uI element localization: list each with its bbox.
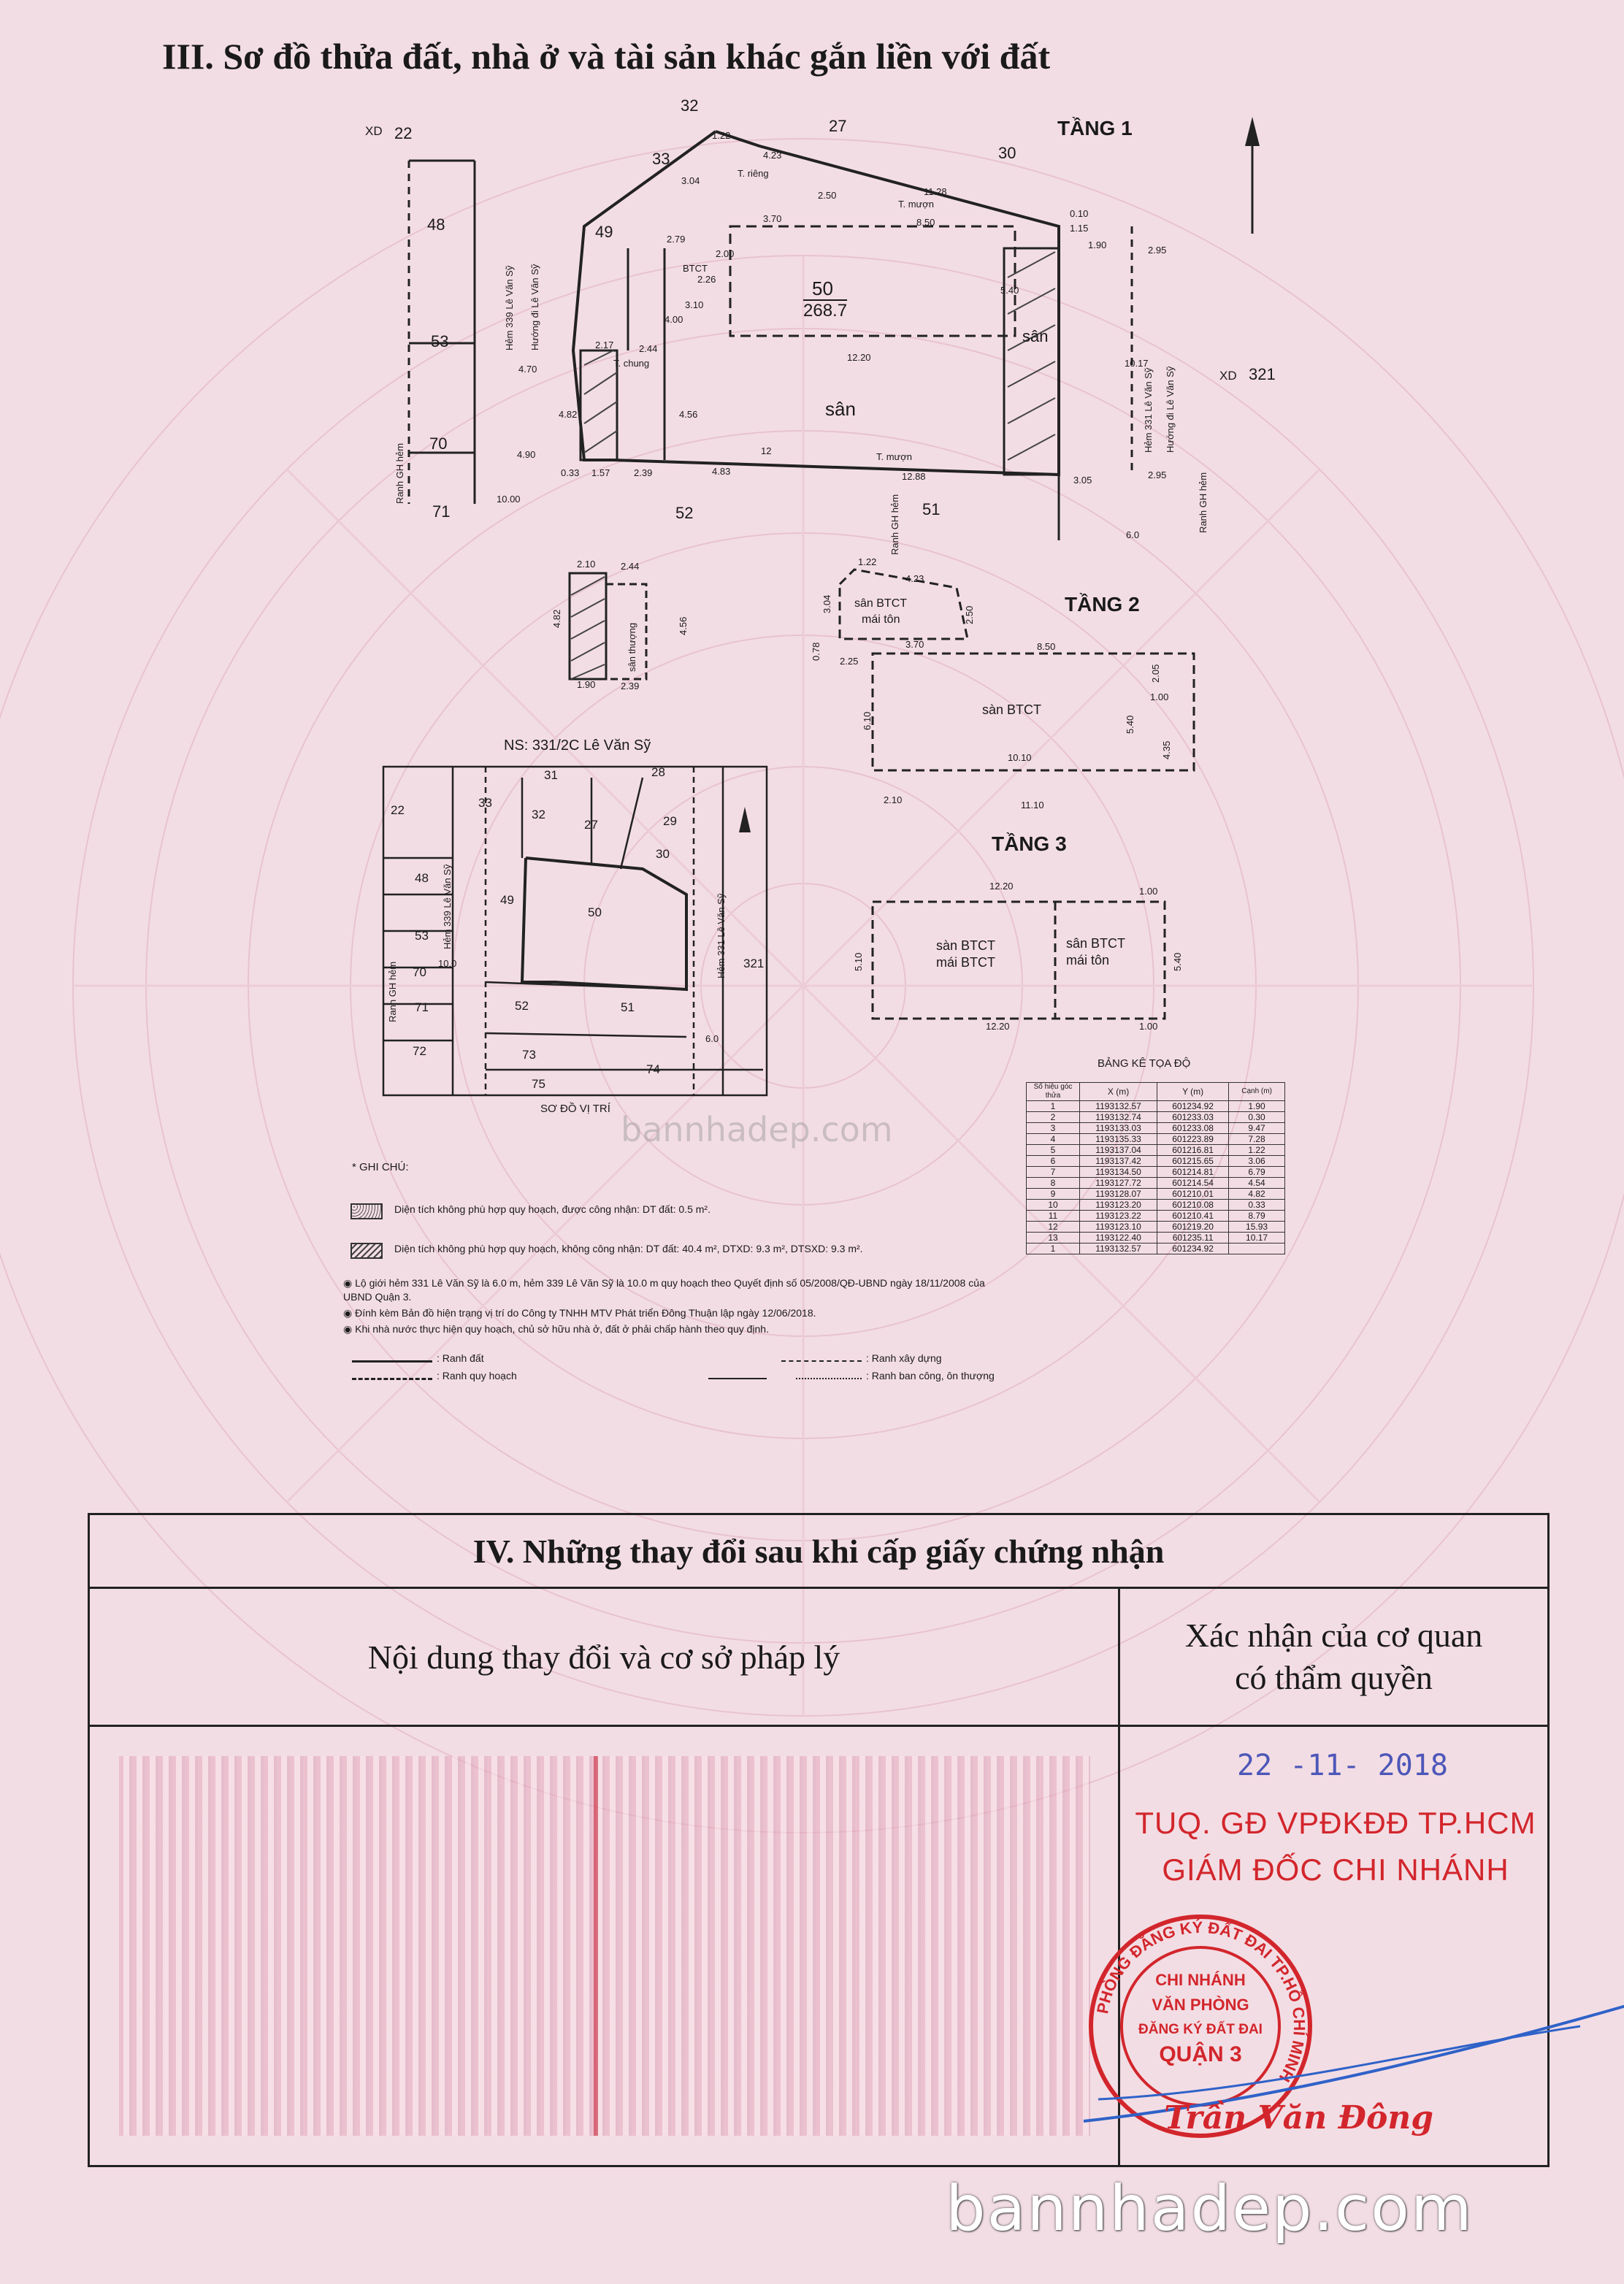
neighbor-33: 33 xyxy=(652,150,670,168)
dim: 2.39 xyxy=(634,467,653,478)
coord-table-row xyxy=(1027,1134,1285,1145)
dim: 2.26 xyxy=(697,274,716,285)
btct-label: BTCT xyxy=(683,263,708,274)
yard-label-main: sân xyxy=(825,398,856,420)
changes-body-row xyxy=(90,1727,1547,2165)
coord-cell: 1193128.07 xyxy=(1080,1189,1157,1200)
dim: 6.0 xyxy=(705,1033,719,1044)
line-sample-planning xyxy=(352,1378,432,1380)
dim: 1.15 xyxy=(1070,223,1089,234)
note-bullet: ◉ xyxy=(343,1323,356,1335)
dim: 10.10 xyxy=(1008,752,1032,763)
coord-cell: 9.47 xyxy=(1229,1123,1285,1134)
dim: 3.04 xyxy=(821,594,832,613)
dim: 12.20 xyxy=(847,352,871,363)
coord-table-row xyxy=(1027,1211,1285,1222)
coord-cell: 1193122.40 xyxy=(1080,1233,1157,1243)
neighbor-49: 49 xyxy=(595,223,613,241)
coord-table-row xyxy=(1027,1101,1285,1112)
yard-label-right: sân xyxy=(1022,327,1049,345)
seal-line2: VĂN PHÒNG xyxy=(1152,1996,1249,2014)
xd-label-left: XD xyxy=(365,124,383,138)
coord-table-row xyxy=(1027,1167,1285,1178)
dim: 6.0 xyxy=(1126,529,1140,540)
dim: 4.83 xyxy=(712,466,731,477)
coord-table-row xyxy=(1027,1243,1285,1254)
dim: 2.10 xyxy=(884,794,903,805)
authority-header-line2: có thẩm quyền xyxy=(1235,1659,1433,1696)
loc-parcel-50: 50 xyxy=(588,905,602,919)
coord-cell: 601210.41 xyxy=(1157,1211,1229,1222)
changes-content-cell-redacted xyxy=(90,1727,1120,2165)
neighbor-51: 51 xyxy=(922,500,941,518)
coord-cell: 1.90 xyxy=(1229,1101,1285,1112)
xd-label-right: XD xyxy=(1219,369,1237,383)
dim: 2.05 xyxy=(1150,664,1161,683)
coord-table-header xyxy=(1027,1083,1285,1101)
note-item-2 xyxy=(343,1307,816,1319)
floor2-main-label: sàn BTCT xyxy=(982,702,1042,717)
coord-cell: 1193132.57 xyxy=(1080,1101,1157,1112)
dim: 4.90 xyxy=(517,449,536,460)
coord-col-header: X (m) xyxy=(1080,1083,1157,1101)
wall-shared-label: T. chung xyxy=(613,358,650,369)
dim: 5.40 xyxy=(1125,715,1135,734)
floor2-title: TẦNG 2 xyxy=(1065,593,1140,616)
dim: 10.17 xyxy=(1125,358,1149,369)
loc-parcel-74: 74 xyxy=(646,1062,660,1076)
coord-cell: 10 xyxy=(1027,1200,1080,1211)
line-sample-construction xyxy=(781,1360,862,1362)
floor1-title: TẦNG 1 xyxy=(1057,117,1133,139)
authority-line1: TUQ. GĐ VPĐKĐĐ TP.HCM xyxy=(1135,1806,1536,1840)
loc-parcel-73: 73 xyxy=(522,1048,536,1062)
coord-cell: 9 xyxy=(1027,1189,1080,1200)
loc-parcel-51: 51 xyxy=(621,1000,635,1014)
coord-cell: 7.28 xyxy=(1229,1134,1285,1145)
floor1-plan xyxy=(321,102,1300,555)
dim: 3.05 xyxy=(1073,475,1092,486)
floor3-title: TẦNG 3 xyxy=(992,832,1067,855)
line-label-balcony: : Ranh ban công, ôn thượng xyxy=(866,1370,995,1381)
location-caption: SƠ ĐỒ VỊ TRÍ xyxy=(540,1103,610,1115)
dim: 12.20 xyxy=(986,1021,1010,1032)
note-text: Lộ giới hẻm 331 Lê Văn Sỹ là 6.0 m, hẻm 339 Lê Văn Sỹ là 10.0 m quy hoạch theo Quyết định số 05/2008/QĐ-UBND ngày 18/11/2008 của UBND Quận 3. xyxy=(343,1277,985,1303)
watermark-center: bannhadep.com xyxy=(621,1110,893,1149)
line-sample-balcony-b xyxy=(796,1378,862,1379)
coord-table-row xyxy=(1027,1145,1285,1156)
coord-table-title: BẢNG KÊ TỌA ĐỘ xyxy=(1098,1057,1191,1070)
boundary-label-1: Ranh GH hẻm xyxy=(889,494,900,555)
dim: 11.10 xyxy=(1021,800,1044,810)
coord-cell: 1193137.04 xyxy=(1080,1145,1157,1156)
dim: 2.44 xyxy=(621,561,640,572)
coord-cell: 10.17 xyxy=(1229,1233,1285,1243)
coord-table-row xyxy=(1027,1156,1285,1167)
dim: 0.10 xyxy=(1070,208,1089,219)
line-sample-balcony-a xyxy=(708,1378,767,1379)
seal-line3: ĐĂNG KÝ ĐẤT ĐAI xyxy=(1138,2022,1263,2037)
neighbor-32: 32 xyxy=(681,96,699,115)
dim: 12 xyxy=(761,445,772,456)
coord-cell: 8 xyxy=(1027,1178,1080,1189)
legend-dotted-text: Diện tích không phù hợp quy hoạch, được công nhận: DT đất: 0.5 m². xyxy=(394,1203,710,1215)
note-item-3 xyxy=(343,1323,769,1335)
seal-line4: QUẬN 3 xyxy=(1159,2042,1242,2066)
coord-cell: 6.79 xyxy=(1229,1167,1285,1178)
note-bullet: ◉ xyxy=(343,1307,356,1319)
mezzanine-label: sân thượng xyxy=(627,622,637,672)
dim: 0.33 xyxy=(561,467,580,478)
dim: 2.44 xyxy=(639,343,658,354)
dim: 6.10 xyxy=(862,711,873,730)
boundary-label-3: Ranh GH hẻm xyxy=(1198,472,1209,533)
coord-col-header: Y (m) xyxy=(1157,1083,1229,1101)
dim: 4.56 xyxy=(678,616,689,635)
coord-cell: 601234.92 xyxy=(1157,1243,1229,1254)
location-title: NS: 331/2C Lê Văn Sỹ xyxy=(504,737,651,754)
dim: 2.25 xyxy=(840,656,859,667)
dim: 11.28 xyxy=(924,186,947,197)
authority-cell xyxy=(1093,1727,1547,2165)
coord-cell: 3 xyxy=(1027,1123,1080,1134)
location-lane-339: Hẻm 339 Lê Văn Sỹ xyxy=(442,864,453,949)
floor3-plan xyxy=(862,876,1183,1037)
dim: 3.70 xyxy=(905,639,924,650)
loc-parcel-321: 321 xyxy=(743,957,765,970)
legend-hatched-swatch xyxy=(351,1243,383,1259)
coord-cell: 1193137.42 xyxy=(1080,1156,1157,1167)
lane-339-direction: Hướng đi Lê Văn Sỹ xyxy=(529,264,540,350)
coord-cell: 1193123.10 xyxy=(1080,1222,1157,1233)
dim: 4.70 xyxy=(518,364,537,375)
coord-cell: 1193127.72 xyxy=(1080,1178,1157,1189)
coord-cell: 1193133.03 xyxy=(1080,1123,1157,1134)
loc-parcel-53: 53 xyxy=(415,929,429,943)
neighbor-53: 53 xyxy=(431,332,449,350)
coord-cell: 0.33 xyxy=(1229,1200,1285,1211)
loc-parcel-31: 31 xyxy=(544,768,558,782)
dim: 0.78 xyxy=(811,642,821,661)
dim: 3.04 xyxy=(681,175,700,186)
floor2-top-label: sân BTCT xyxy=(854,597,908,610)
floor3-right-label: sân BTCT xyxy=(1066,936,1126,951)
line-label-land: : Ranh đất xyxy=(437,1352,484,1364)
dim: 4.35 xyxy=(1161,740,1172,759)
dim: 2.50 xyxy=(964,605,975,624)
dim: 8.50 xyxy=(916,217,935,228)
wall-private-label: T. riêng xyxy=(738,168,769,179)
neighbor-27: 27 xyxy=(829,117,847,135)
dim: 3.70 xyxy=(763,213,782,224)
dim: 4.23 xyxy=(905,573,924,584)
dim: 3.10 xyxy=(685,299,704,310)
coord-cell: 12 xyxy=(1027,1222,1080,1233)
dim: 2.00 xyxy=(716,248,735,259)
loc-parcel-71: 71 xyxy=(415,1000,429,1014)
note-text: Đính kèm Bản đồ hiện trạng vị trí do Công ty TNHH MTV Phát triển Đông Thuận lập ngày 12/06/2018. xyxy=(355,1307,816,1319)
dim: 1.22 xyxy=(712,130,731,141)
dim: 2.39 xyxy=(621,681,640,691)
changes-title: IV. Những thay đổi sau khi cấp giấy chứng nhận xyxy=(90,1515,1547,1589)
neighbor-321: 321 xyxy=(1249,365,1276,383)
coord-cell: 601214.81 xyxy=(1157,1167,1229,1178)
neighbor-30: 30 xyxy=(998,144,1016,162)
authority-line2: GIÁM ĐỐC CHI NHÁNH xyxy=(1162,1852,1509,1887)
dim: 1.22 xyxy=(858,556,877,567)
coord-cell: 1.22 xyxy=(1229,1145,1285,1156)
coord-cell: 4.82 xyxy=(1229,1189,1285,1200)
loc-parcel-30: 30 xyxy=(656,847,670,861)
boundary-label-2: Ranh GH hẻm xyxy=(394,442,405,504)
changes-col-authority-header xyxy=(1120,1589,1547,1725)
loc-parcel-75: 75 xyxy=(532,1077,545,1091)
neighbor-48: 48 xyxy=(427,215,445,234)
coord-cell: 0.30 xyxy=(1229,1112,1285,1123)
coord-col-header: Số hiệu góc thửa xyxy=(1027,1083,1080,1101)
coord-table-row xyxy=(1027,1222,1285,1233)
dim: 2.95 xyxy=(1148,470,1167,480)
coord-cell: 601216.81 xyxy=(1157,1145,1229,1156)
dim: 4.82 xyxy=(551,609,562,628)
seal-line1: CHI NHÁNH xyxy=(1155,1971,1246,1989)
coord-cell: 1 xyxy=(1027,1101,1080,1112)
authority-header-line1: Xác nhận của cơ quan xyxy=(1184,1617,1483,1654)
loc-parcel-27: 27 xyxy=(584,818,598,832)
coord-cell: 8.79 xyxy=(1229,1211,1285,1222)
coord-cell: 1193123.20 xyxy=(1080,1200,1157,1211)
coord-cell: 601233.08 xyxy=(1157,1123,1229,1134)
wall-borrowed-label-bottom: T. mượn xyxy=(876,451,913,462)
coord-cell: 601234.92 xyxy=(1157,1101,1229,1112)
wall-borrowed-label: T. mượn xyxy=(898,199,935,210)
coord-cell: 601233.03 xyxy=(1157,1112,1229,1123)
line-label-construction: : Ranh xây dựng xyxy=(866,1352,942,1364)
dim: 5.40 xyxy=(1172,952,1183,971)
dim: 5.10 xyxy=(853,952,864,971)
note-item-1 xyxy=(343,1276,1000,1304)
dim: 1.57 xyxy=(591,467,610,478)
coord-cell: 601214.54 xyxy=(1157,1178,1229,1189)
dim: 2.79 xyxy=(667,234,686,245)
dim: 5.40 xyxy=(1000,285,1019,296)
coord-cell: 1193132.74 xyxy=(1080,1112,1157,1123)
coord-cell: 5 xyxy=(1027,1145,1080,1156)
coord-cell: 601215.65 xyxy=(1157,1156,1229,1167)
loc-parcel-29: 29 xyxy=(663,814,677,828)
note-bullet: ◉ xyxy=(343,1277,356,1289)
coord-table-row xyxy=(1027,1123,1285,1134)
coord-table-row xyxy=(1027,1189,1285,1200)
loc-parcel-33: 33 xyxy=(478,796,492,810)
watermark-bottom: bannhadep.com xyxy=(946,2172,1474,2245)
mezzanine-plan xyxy=(562,566,686,690)
dim: 12.88 xyxy=(902,471,926,482)
dim: 4.00 xyxy=(664,314,683,325)
coord-cell: 601223.89 xyxy=(1157,1134,1229,1145)
coord-col-header: Cạnh (m) xyxy=(1229,1083,1285,1101)
floor2-top-label-2: mái tôn xyxy=(862,613,900,626)
coord-cell: 1193132.57 xyxy=(1080,1243,1157,1254)
confirmation-date: 22 -11- 2018 xyxy=(1237,1749,1448,1782)
redaction-streak xyxy=(594,1756,598,2136)
floor3-left-label-2: mái BTCT xyxy=(936,955,995,970)
lane-331-label: Hẻm 331 Lê Văn Sỹ xyxy=(1143,367,1154,453)
coord-cell: 15.93 xyxy=(1229,1222,1285,1233)
lane-331-direction: Hướng đi Lê Văn Sỹ xyxy=(1165,366,1176,453)
coord-cell: 4 xyxy=(1027,1134,1080,1145)
redaction-blur xyxy=(119,1756,1090,2136)
notes-heading: * GHI CHÚ: xyxy=(352,1161,409,1173)
dim: 12.20 xyxy=(989,881,1014,892)
note-text: Khi nhà nước thực hiện quy hoạch, chủ sở hữu nhà ở, đất ở phải chấp hành theo quy định. xyxy=(355,1323,769,1335)
floor3-left-label: sàn BTCT xyxy=(936,938,996,953)
dim: 1.00 xyxy=(1139,886,1158,897)
dim: 1.90 xyxy=(1088,239,1107,250)
changes-header-row xyxy=(90,1589,1547,1727)
dim: 2.17 xyxy=(595,340,614,350)
legend-hatched-text: Diện tích không phù hợp quy hoạch, không công nhận: DT đất: 40.4 m², DTXD: 9.3 m², DTSXD: 9.3 m². xyxy=(394,1243,863,1254)
loc-parcel-28: 28 xyxy=(651,765,665,779)
loc-parcel-48: 48 xyxy=(415,871,429,885)
coord-cell: 1193135.33 xyxy=(1080,1134,1157,1145)
parcel-area: 268.7 xyxy=(803,301,848,321)
neighbor-71: 71 xyxy=(432,502,451,521)
neighbor-52: 52 xyxy=(675,504,694,522)
coord-table-row xyxy=(1027,1178,1285,1189)
dim: 10.0 xyxy=(438,958,457,969)
loc-parcel-70: 70 xyxy=(413,965,426,979)
changes-table xyxy=(88,1513,1550,2167)
location-lane-331: Hẻm 331 Lê Văn Sỹ xyxy=(716,893,727,978)
loc-parcel-52: 52 xyxy=(515,999,529,1013)
loc-parcel-32: 32 xyxy=(532,808,545,821)
line-label-planning: : Ranh quy hoạch xyxy=(437,1370,517,1381)
neighbor-22: 22 xyxy=(394,124,413,142)
coord-cell: 1193123.22 xyxy=(1080,1211,1157,1222)
coord-table-row xyxy=(1027,1200,1285,1211)
parcel-number: 50 xyxy=(812,277,833,299)
coord-table-row xyxy=(1027,1233,1285,1243)
coord-table-row xyxy=(1027,1112,1285,1123)
loc-parcel-49: 49 xyxy=(500,893,514,907)
lane-339-label: Hẻm 339 Lê Văn Sỹ xyxy=(504,265,515,350)
dim: 1.00 xyxy=(1139,1021,1158,1032)
dim: 8.50 xyxy=(1037,641,1056,652)
location-boundary: Ranh GH hẻm xyxy=(387,961,398,1022)
dim: 2.95 xyxy=(1148,245,1167,256)
coord-cell: 601219.20 xyxy=(1157,1222,1229,1233)
neighbor-70: 70 xyxy=(429,434,448,453)
loc-parcel-22: 22 xyxy=(391,803,405,817)
dim: 1.90 xyxy=(577,679,596,690)
floor3-right-label-2: mái tôn xyxy=(1066,953,1110,967)
dim: 1.00 xyxy=(1150,691,1169,702)
line-sample-land xyxy=(352,1360,432,1363)
coord-cell: 1 xyxy=(1027,1243,1080,1254)
coord-cell: 601210.01 xyxy=(1157,1189,1229,1200)
coord-cell: 601235.11 xyxy=(1157,1233,1229,1243)
dim: 4.82 xyxy=(559,409,578,420)
legend-dotted-swatch xyxy=(351,1203,383,1219)
dim: 2.50 xyxy=(818,190,837,201)
coord-cell: 2 xyxy=(1027,1112,1080,1123)
coord-cell: 3.06 xyxy=(1229,1156,1285,1167)
dim: 4.56 xyxy=(679,409,698,420)
coord-cell: 6 xyxy=(1027,1156,1080,1167)
section-3-title: III. Sơ đồ thửa đất, nhà ở và tài sản khác gắn liền với đất xyxy=(162,36,1051,77)
coord-cell: 1193134.50 xyxy=(1080,1167,1157,1178)
coord-cell: 11 xyxy=(1027,1211,1080,1222)
dim: 10.00 xyxy=(497,494,521,505)
location-map xyxy=(380,763,774,1099)
changes-col-content-header: Nội dung thay đổi và cơ sở pháp lý xyxy=(90,1589,1120,1725)
dim: 4.23 xyxy=(763,150,782,161)
coord-cell: 13 xyxy=(1027,1233,1080,1243)
seal-ring-text: PHÒNG ĐĂNG KÝ ĐẤT ĐAI TP.HỒ CHÍ MINH xyxy=(1093,1917,1309,2085)
dim: 2.10 xyxy=(577,559,596,570)
coord-cell: 7 xyxy=(1027,1167,1080,1178)
coord-table xyxy=(1026,1082,1285,1254)
coord-cell: 601210.08 xyxy=(1157,1200,1229,1211)
coord-cell: 4.54 xyxy=(1229,1178,1285,1189)
loc-parcel-72: 72 xyxy=(413,1044,426,1058)
signer-name: Trần Văn Đông xyxy=(1164,2099,1434,2137)
coord-cell xyxy=(1229,1243,1285,1254)
